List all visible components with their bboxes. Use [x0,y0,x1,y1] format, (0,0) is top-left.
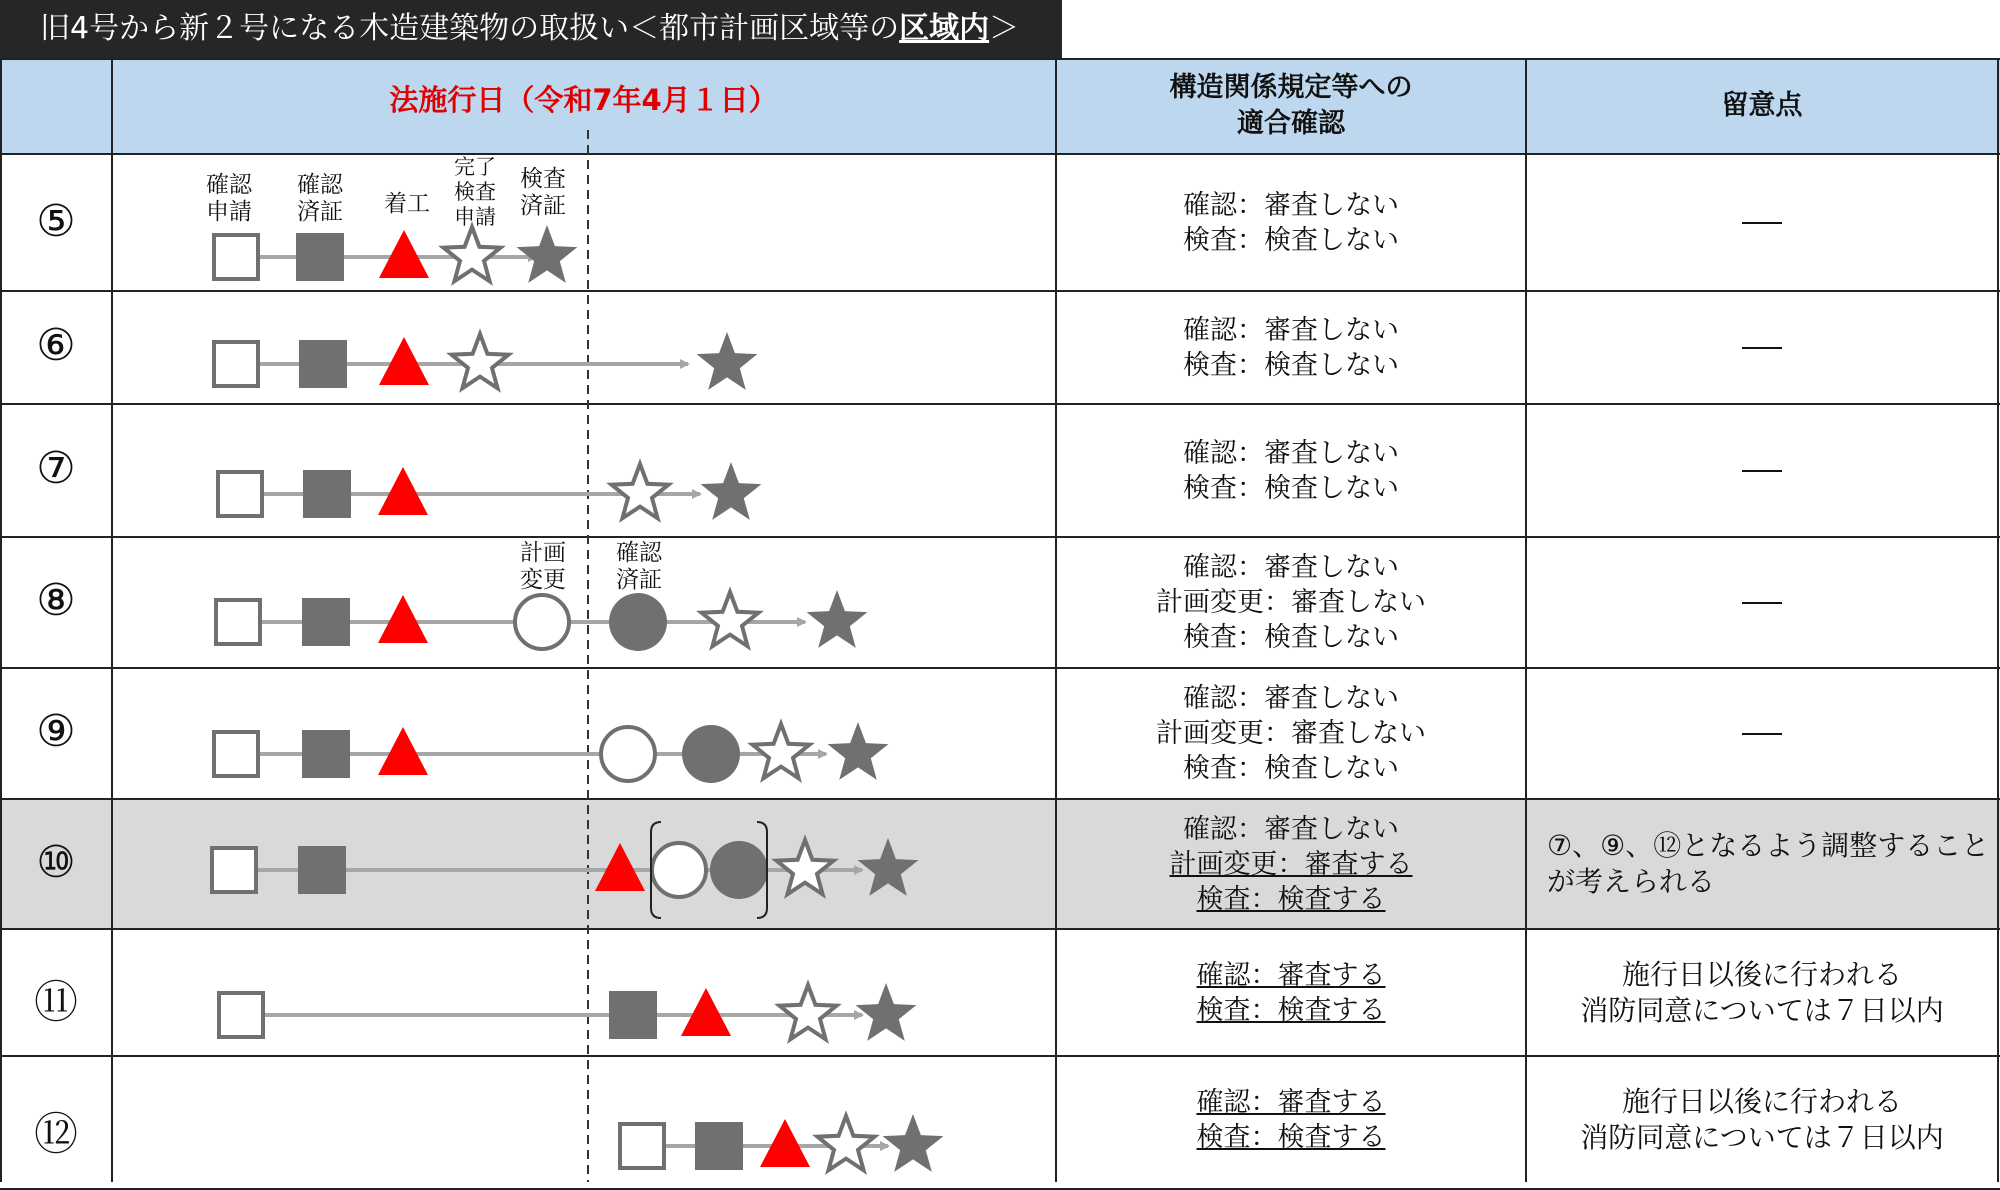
filled-square-icon [695,1122,743,1170]
open-star-icon [777,840,834,894]
row-number: ⑤ [36,196,76,247]
effective-date-header: 法施行日（令和7年4月１日） [389,83,778,117]
filled-square-icon [299,340,347,388]
red-triangle-icon [379,230,429,278]
compliance-line: 検査：検査する [1196,883,1386,915]
label-line: 確認 [297,172,343,198]
note-line: 施行日以後に行われる [1621,957,1902,991]
compliance-line: 検査：検査しない [1183,622,1399,653]
filled-square-icon [609,991,657,1039]
open-square-icon [214,235,258,279]
open-square-icon [212,848,256,892]
label-chakko: 着工 [384,191,430,217]
filled-star-icon [856,983,917,1041]
open-square-icon [216,600,260,644]
filled-star-icon [858,838,919,896]
note-line: ⑦、⑨、⑫となるよう調整すること [1547,829,1990,862]
open-circle-icon [652,843,706,897]
compliance-line: 検査：検査する [1196,994,1386,1026]
red-triangle-icon [760,1119,810,1167]
row-number: ⑫ [34,1109,78,1160]
compliance-line: 計画変更：審査しない [1156,718,1426,749]
open-star-icon [818,1116,875,1170]
red-triangle-icon [681,988,731,1036]
label-line: 完了 [454,155,496,179]
red-triangle-icon [378,595,428,643]
filled-star-icon [701,462,762,520]
red-triangle-icon [595,843,645,891]
compliance-line: 検査：検査しない [1183,224,1399,256]
compliance-line: 検査：検査する [1196,1121,1386,1153]
open-star-icon [702,592,759,646]
compliance-line: 計画変更：審査する [1169,848,1413,880]
label-line: 検査 [454,180,496,204]
label-line: 済証 [616,567,662,593]
note-line: 消防同意については７日以内 [1580,993,1944,1027]
filled-square-icon [298,846,346,894]
row-number: ⑪ [34,977,78,1028]
compliance-line: 検査：検査しない [1183,472,1399,504]
compliance-header-line1: 構造関係規定等への [1169,72,1413,103]
compliance-line: 確認：審査しない [1183,314,1399,346]
filled-star-icon [517,225,578,283]
compliance-line: 確認：審査する [1196,1086,1386,1118]
red-triangle-icon [379,337,429,385]
filled-square-icon [303,470,351,518]
compliance-line: 確認：審査しない [1183,813,1399,845]
title-suffix: ＞ [989,11,1020,46]
compliance-line: 確認：審査しない [1183,683,1399,714]
row-number: ⑨ [36,706,76,757]
open-star-icon [452,334,509,388]
compliance-header-line2: 適合確認 [1237,108,1345,139]
notes-header: 留意点 [1721,90,1803,121]
label-line: 変更 [520,567,566,593]
label-line: 検査 [520,166,566,192]
filled-star-icon [807,590,868,648]
label-line: 計画 [520,540,566,566]
row-number: ⑧ [36,575,76,626]
filled-star-icon [883,1114,944,1172]
open-star-icon [753,724,810,778]
row-number: ⑥ [36,320,76,371]
filled-square-icon [296,233,344,281]
filled-star-icon [697,332,758,390]
label-line: 申請 [454,205,496,229]
filled-circle-icon [609,593,667,651]
open-square-icon [218,472,262,516]
title-highlight: 区域内 [899,11,990,46]
open-star-icon [780,985,837,1039]
label-line: 申請 [206,199,252,225]
label-line: 済証 [520,193,566,219]
compliance-line: 確認：審査しない [1183,189,1399,221]
open-star-icon [444,227,501,281]
filled-square-icon [302,730,350,778]
row-number: ⑩ [36,837,76,888]
open-circle-icon [601,727,655,781]
label-line: 確認 [206,172,252,198]
compliance-line: 確認：審査する [1196,959,1386,991]
note-line: 消防同意については７日以内 [1580,1120,1944,1154]
open-star-icon [612,464,669,518]
label-line: 済証 [297,199,343,225]
compliance-line: 確認：審査しない [1183,437,1399,469]
red-triangle-icon [378,467,428,515]
title-prefix: 旧4号から新２号になる木造建築物の取扱い＜都市計画区域等の [40,11,900,46]
compliance-line: 検査：検査しない [1183,349,1399,381]
red-triangle-icon [378,727,428,775]
note-line: 施行日以後に行われる [1621,1084,1902,1118]
open-circle-icon [515,595,569,649]
compliance-line: 計画変更：審査しない [1156,587,1426,618]
open-square-icon [214,342,258,386]
filled-circle-icon [682,725,740,783]
compliance-line: 検査：検査しない [1183,753,1399,784]
open-square-icon [620,1124,664,1168]
filled-star-icon [828,722,889,780]
compliance-line: 確認：審査しない [1183,552,1399,583]
open-square-icon [214,732,258,776]
label-line: 確認 [616,540,662,566]
filled-circle-icon [710,841,768,899]
filled-square-icon [302,598,350,646]
row-number: ⑦ [36,443,76,494]
note-line: が考えられる [1547,865,1716,898]
open-square-icon [219,993,263,1037]
